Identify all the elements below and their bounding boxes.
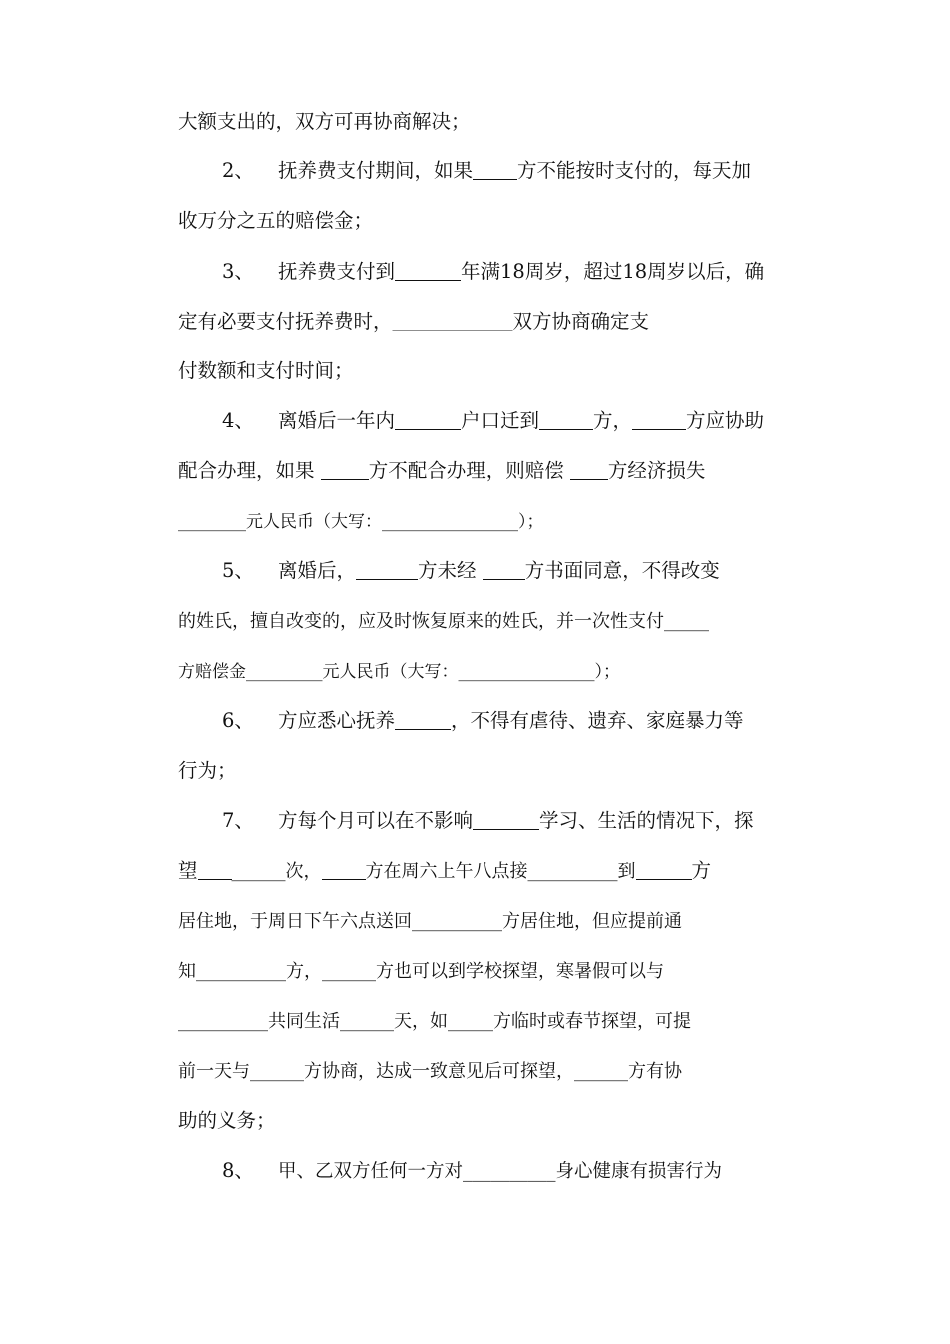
blank-line: [322, 861, 366, 880]
text-line: [178, 758, 810, 784]
clause-number: 2、: [222, 159, 254, 182]
text-run: __________共同生活______天，如_____方临时或春节探望，可提: [178, 1011, 691, 1032]
text-run: 甲、乙双方任何一方对__________身心健康有损害行为: [278, 1161, 723, 1182]
blank-line: [473, 161, 517, 180]
clause-6: [222, 708, 810, 734]
blank-underscores: ____________________: [392, 317, 513, 331]
text-run: 方应悉心抚养: [278, 709, 396, 732]
text-line: [178, 458, 810, 484]
text-run: 居住地，于周日下午六点送回__________方居住地，但应提前通: [178, 911, 682, 932]
clause-number: 5、: [222, 559, 254, 582]
text-run: 付数额和支付时间；: [178, 359, 354, 382]
clause-number: 6、: [222, 709, 254, 732]
text-run: 方应协助: [686, 409, 765, 432]
blank-line: [356, 561, 418, 580]
blank-line: [395, 711, 451, 730]
blank-line: [321, 461, 369, 480]
text-run: 望: [178, 859, 198, 882]
text-line: [178, 358, 810, 384]
clause-number: 7、: [222, 809, 254, 832]
text-run: 定有必要支付抚养费时，: [178, 310, 393, 333]
text-run: 方每个月可以在不影响: [278, 809, 474, 832]
clause-number: 3、: [222, 260, 254, 283]
text-run: 大额支出的，双方可再协商解决；: [178, 110, 471, 133]
clause-number: 4、: [222, 409, 254, 432]
text-run: 离婚后一年内: [278, 409, 396, 432]
clause-2: [222, 158, 810, 184]
text-run: 行为；: [178, 759, 237, 782]
text-line: [178, 109, 810, 135]
text-run: ________元人民币（大写：________________）；: [178, 512, 544, 532]
text-run: 方书面同意，不得改变: [524, 559, 720, 582]
text-run: 的姓氏，擅自改变的，应及时恢复原来的姓氏，并一次性支付_____: [178, 611, 709, 632]
blank-line: [483, 561, 525, 580]
text-run: 方经济损失: [607, 459, 706, 482]
blank-line: [570, 461, 608, 480]
text-run: 方赔偿金_________元人民币（大写：________________）；: [178, 662, 620, 682]
clause-3: [222, 259, 810, 285]
text-line: [178, 1108, 810, 1134]
blank-line: [539, 411, 593, 430]
text-run: ，不得有虐待、遗弃、家庭暴力等: [451, 709, 744, 732]
text-run: 户口迁到: [461, 409, 540, 432]
text-run: 离婚后，: [278, 559, 357, 582]
text-line: [178, 1008, 810, 1034]
text-line: [178, 309, 810, 335]
text-line: [178, 858, 810, 884]
clause-4: [222, 408, 810, 434]
text-run: 方未经: [418, 559, 483, 582]
text-run: 方: [691, 859, 712, 882]
text-run: 学习、生活的情况下，探: [539, 809, 754, 832]
text-line: [178, 908, 810, 934]
clause-number: 8、: [222, 1159, 254, 1182]
clause-7: [222, 808, 810, 834]
blank-line: [395, 411, 461, 430]
text-run: 方，: [593, 409, 633, 432]
text-run: 前一天与______方协商，达成一致意见后可探望，______方有协: [178, 1061, 682, 1082]
blank-line: [198, 861, 232, 880]
clause-5: [222, 558, 810, 584]
text-run: 方不配合办理，则赔偿: [368, 459, 570, 482]
text-line: [178, 958, 810, 984]
text-line: [178, 208, 810, 234]
blank-line: [636, 861, 692, 880]
text-line: [178, 658, 810, 684]
text-run: 抚养费支付期间，如果: [278, 159, 474, 182]
text-line: [178, 608, 810, 634]
text-run: 抚养费支付到: [278, 260, 396, 283]
blank-line: [632, 411, 686, 430]
text-run: 配合办理，如果: [178, 459, 321, 482]
text-run: 方不能按时支付的，每天加: [517, 159, 752, 182]
text-run: 收万分之五的赔偿金；: [178, 209, 374, 232]
text-line: [178, 508, 810, 534]
text-run: 双方协商确定支: [512, 310, 650, 333]
text-line: [178, 1058, 810, 1084]
clause-8: [222, 1158, 810, 1184]
text-run: 知__________方，______方也可以到学校探望，寒暑假可以与: [178, 961, 664, 982]
text-run: 方在周六上午八点接__________到: [365, 861, 636, 882]
blank-line: [395, 262, 461, 281]
text-run: ______次，: [231, 861, 322, 882]
blank-line: [473, 811, 539, 830]
text-run: 助的义务；: [178, 1109, 276, 1132]
text-run: 年满18周岁，超过18周岁以后，确: [461, 260, 765, 283]
